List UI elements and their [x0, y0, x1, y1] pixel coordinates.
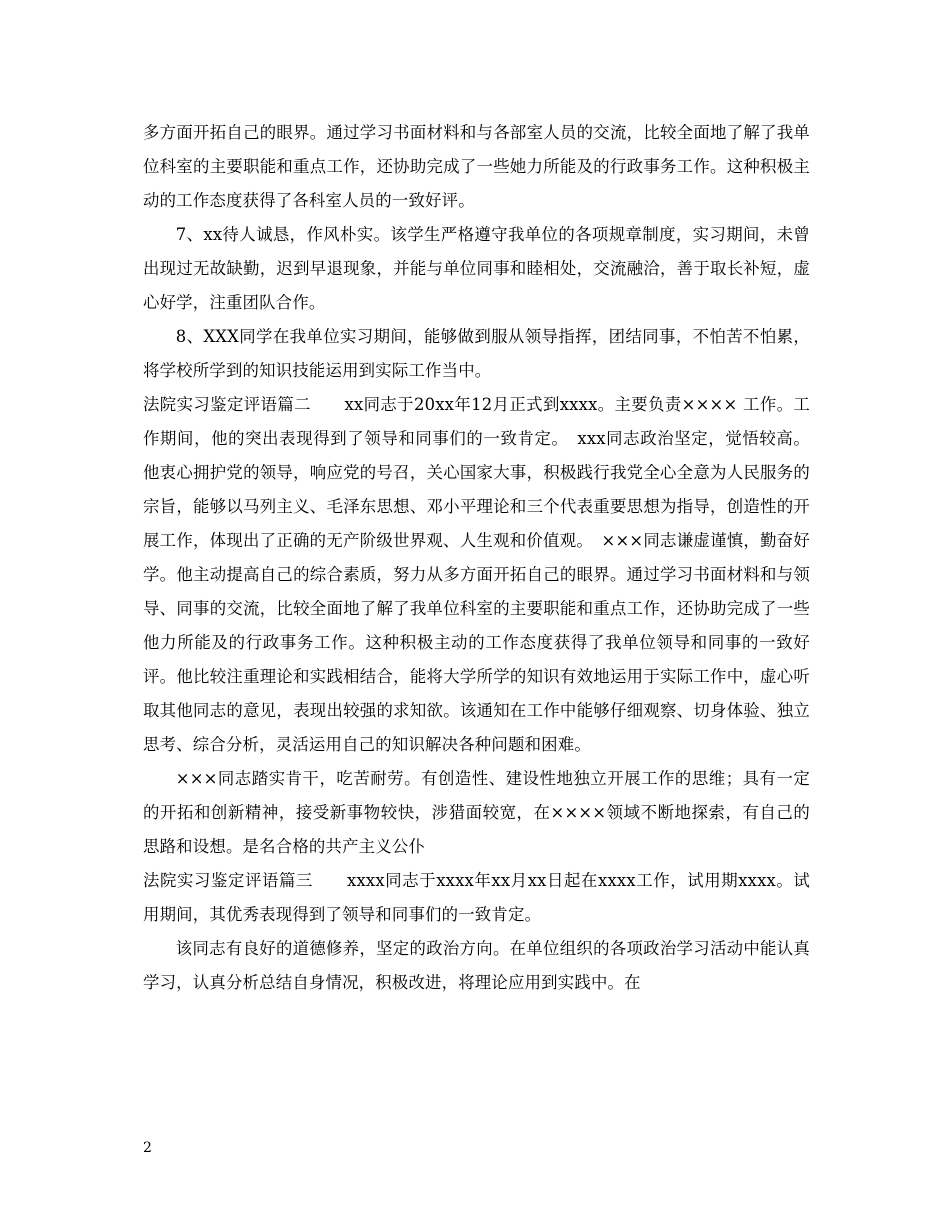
page-number: 2: [143, 1140, 152, 1156]
document-body: [143, 116, 810, 1000]
paragraph-item-8: 8、XXX同学在我单位实习期间，能够做到服从领导指挥，团结同事，不怕苦不怕累，将学校所学到的知识技能运用到实际工作当中。: [143, 327, 810, 380]
paragraph-continuation: 多方面开拓自己的眼界。通过学习书面材料和与各部室人员的交流，比较全面地了解了我单位科室的主要职能和重点工作，还协助完成了一些她力所能及的行政事务工作。这种积极主动的工作态度获得了各科室人员的一致好评。: [143, 123, 810, 210]
paragraph-section-two-closing: ×××同志踏实肯干，吃苦耐劳。有创造性、建设性地独立开展工作的思维；具有一定的开拓和创新精神，接受新事物较快，涉猎面较宽，在××××领域不断地探索，有自己的思路和设想。是名合格的共产主义公仆: [143, 769, 810, 856]
paragraph-section-three-body: 该同志有良好的道德修养，坚定的政治方向。在单位组织的各项政治学习活动中能认真学习，认真分析总结自身情况，积极改进，将理论应用到实践中。在: [143, 939, 810, 992]
paragraph-section-two: 法院实习鉴定评语篇二 xx同志于20xx年12月正式到xxxx。主要负责×××× 工作。工作期间，他的突出表现得到了领导和同事们的一致肯定。 xxx同志政治坚定，觉悟较高。他衷心拥护党的领导，响应党的号召，关心国家大事，积极践行我党全心全意为人民服务的宗旨，能够以马列主义、毛泽东思想、邓小平理论和三个代表重要思想为指导，创造性的开展工作，体现出了正确的无产阶级世界观、人生观和价值观。 ×××同志谦虚谨慎，勤奋好学。他主动提高自己的综合素质，努力从多方面开拓自己的眼界。通过学习书面材料和与领导、同事的交流，比较全面地了解了我单位科室的主要职能和重点工作，还协助完成了一些他力所能及的行政事务工作。这种积极主动的工作态度获得了我单位领导和同事的一致好评。他比较注重理论和实践相结合，能将大学所学的知识有效地运用于实际工作中，虚心听取其他同志的意见，表现出较强的求知欲。该通知在工作中能够仔细观察、切身体验、独立思考、综合分析，灵活运用自己的知识解决各种问题和困难。: [143, 395, 810, 754]
paragraph-item-7: 7、xx待人诚恳，作风朴实。该学生严格遵守我单位的各项规章制度，实习期间，未曾出现过无故缺勤，迟到早退现象，并能与单位同事和睦相处，交流融洽，善于取长补短，虚心好学，注重团队合作。: [143, 225, 810, 312]
paragraph-section-three: 法院实习鉴定评语篇三 xxxx同志于xxxx年xx月xx日起在xxxx工作，试用期xxxx。试用期间，其优秀表现得到了领导和同事们的一致肯定。: [143, 871, 810, 924]
